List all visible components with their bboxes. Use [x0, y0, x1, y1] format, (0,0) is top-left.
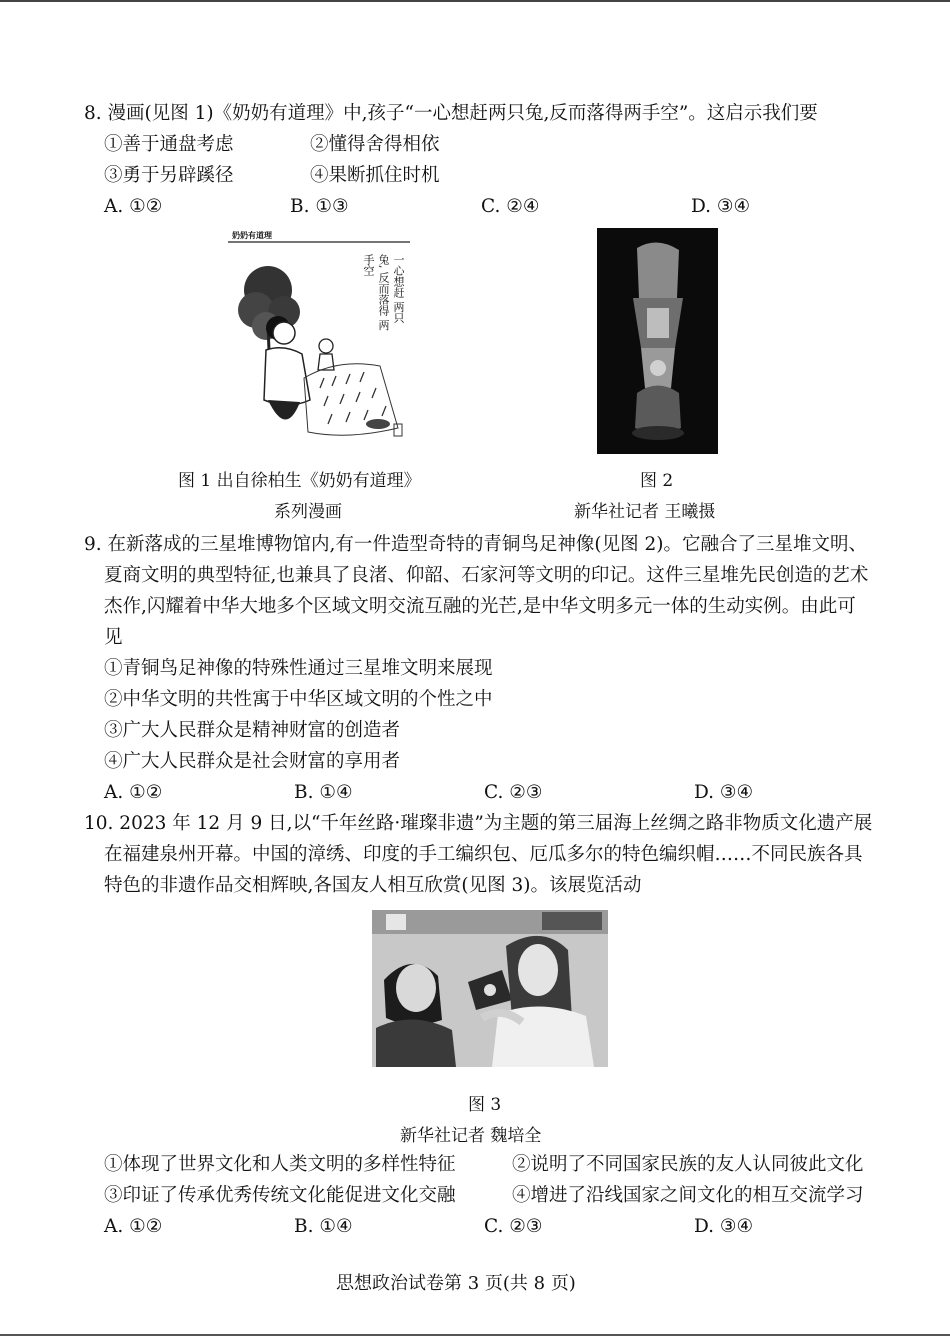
figure-2-caption: 图 2: [640, 471, 674, 491]
bronze-statue-image: [597, 228, 718, 454]
q9-stem-line-2: 夏商文明的典型特征,也兼具了良渚、仰韶、石家河等文明的印记。这件三星堆先民创造的艺术: [104, 565, 869, 586]
q8-option-2: ②懂得舍得相依: [310, 134, 440, 155]
q10-choice-c: C. ②③: [484, 1216, 543, 1237]
q9-option-4: ④广大人民群众是社会财富的享用者: [104, 751, 401, 772]
q10-option-1: ①体现了世界文化和人类文明的多样性特征: [104, 1154, 456, 1175]
page-footer: 思想政治试卷第 3 页(共 8 页): [336, 1273, 576, 1294]
figure-3-caption: 图 3: [468, 1095, 502, 1115]
q8-choice-b: B. ①③: [290, 196, 349, 217]
cartoon-speech-bubble: [326, 254, 406, 334]
bubble-line-4: 两手空: [362, 254, 390, 331]
exhibition-visitors-image: [372, 910, 608, 1067]
q8-stem: 8. 漫画(见图 1)《奶奶有道理》中,孩子“一心想赶两只兔,反而落得两手空”。这启示我们要: [84, 103, 818, 124]
q10-stem-line-3: 特色的非遗作品交相辉映,各国友人相互欣赏(见图 3)。该展览活动: [104, 875, 642, 896]
q8-choice-c: C. ②④: [481, 196, 540, 217]
q10-choice-d: D. ③④: [694, 1216, 754, 1237]
top-border: [0, 0, 950, 2]
q9-stem-line-3: 杰作,闪耀着中华大地多个区域文明交流互融的光芒,是中华文明多元一体的生动实例。由此可: [104, 596, 856, 617]
q10-stem-line-1: 10. 2023 年 12 月 9 日,以“千年丝路·璀璨非遗”为主题的第三届海上丝绸之路非物质文化遗产展: [84, 813, 873, 834]
q9-stem-line-1: 9. 在新落成的三星堆博物馆内,有一件造型奇特的青铜鸟足神像(见图 2)。它融合了三星堆文明、: [84, 534, 868, 555]
q9-option-1: ①青铜鸟足神像的特殊性通过三星堆文明来展现: [104, 658, 493, 679]
figure-2-credit: 新华社记者 王曦摄: [574, 502, 716, 522]
q10-choice-a: A. ①②: [104, 1216, 163, 1237]
q8-option-4: ④果断抓住时机: [310, 165, 440, 186]
q10-stem-line-2: 在福建泉州开幕。中国的漳绣、印度的手工编织包、厄瓜多尔的特色编织帽……不同民族各具: [104, 844, 863, 865]
q8-option-1: ①善于通盘考虑: [104, 134, 234, 155]
figure-1-caption: 图 1 出自徐柏生《奶奶有道理》: [178, 471, 421, 491]
q8-choice-a: A. ①②: [104, 196, 163, 217]
q10-option-2: ②说明了不同国家民族的友人认同彼此文化: [512, 1154, 864, 1175]
bubble-line-2: 两只兔,: [377, 254, 405, 324]
q10-option-3: ③印证了传承优秀传统文化能促进文化交融: [104, 1185, 456, 1206]
q8-choice-d: D. ③④: [691, 196, 751, 217]
bubble-line-1: 一心想赶: [392, 254, 405, 298]
q9-choice-b: B. ①④: [294, 782, 353, 803]
figure-2-photo: [597, 228, 718, 454]
q9-choice-d: D. ③④: [694, 782, 754, 803]
q10-choice-b: B. ①④: [294, 1216, 353, 1237]
figure-1-caption-line-2: 系列漫画: [274, 502, 342, 522]
bottom-border: [0, 1334, 950, 1336]
figure-3-photo: [372, 910, 608, 1067]
cartoon-header: 奶奶有道理: [232, 230, 272, 240]
q9-stem-line-4: 见: [104, 627, 123, 648]
bubble-line-3: 反而落得: [377, 272, 390, 316]
figure-3-credit: 新华社记者 魏培全: [400, 1126, 542, 1146]
q8-option-3: ③勇于另辟蹊径: [104, 165, 234, 186]
q9-option-2: ②中华文明的共性寓于中华区域文明的个性之中: [104, 689, 493, 710]
q9-choice-c: C. ②③: [484, 782, 543, 803]
figure-1-cartoon: [228, 228, 410, 454]
q9-choice-a: A. ①②: [104, 782, 163, 803]
q10-option-4: ④增进了沿线国家之间文化的相互交流学习: [512, 1185, 864, 1206]
q9-option-3: ③广大人民群众是精神财富的创造者: [104, 720, 401, 741]
